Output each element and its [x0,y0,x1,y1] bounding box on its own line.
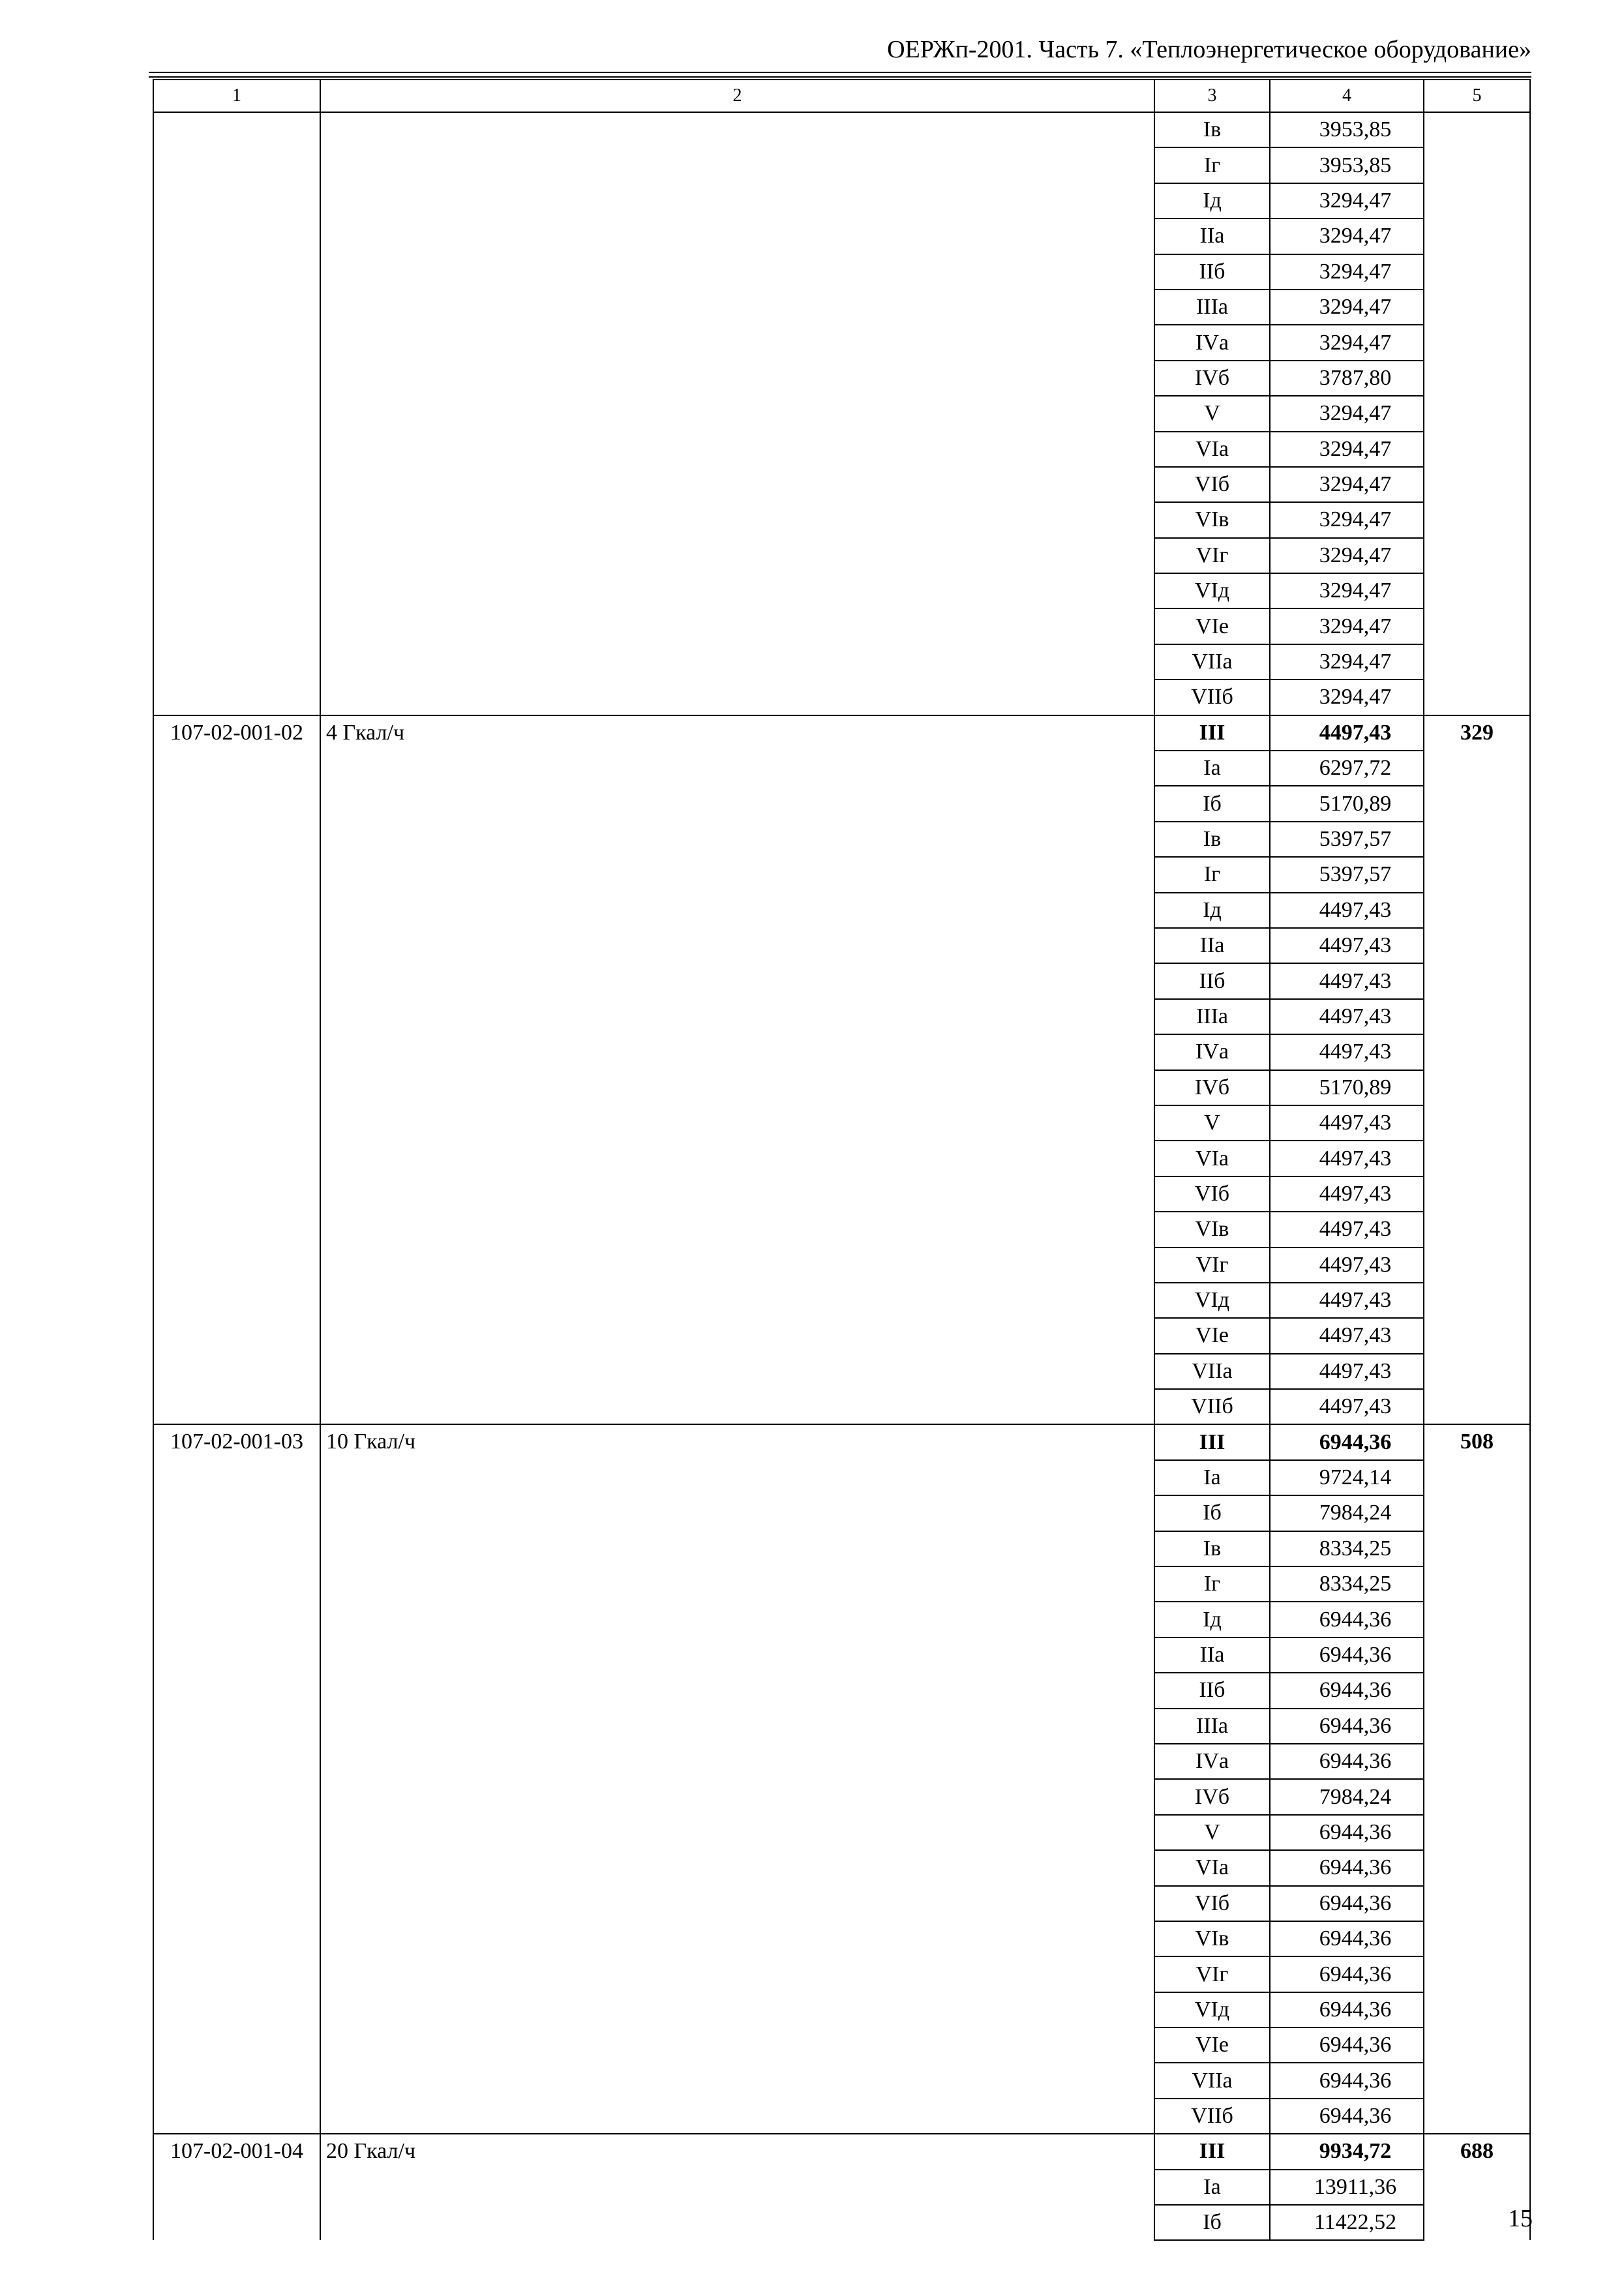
header-rule [149,72,1531,73]
zone-cell: IVа [1154,325,1270,360]
zone-cell: VIIб [1154,2099,1270,2134]
price-cell: 3294,47 [1270,218,1424,254]
zone-cell: VIд [1154,1283,1270,1318]
table-row-group-start [153,715,1530,751]
header-rule-double [149,76,1531,78]
zone-cell: VIIа [1154,2063,1270,2098]
price-cell: 9724,14 [1270,1460,1424,1495]
price-cell: 6944,36 [1270,1850,1424,1885]
price-cell: 6944,36 [1270,2027,1424,2063]
price-cell: 8334,25 [1270,1566,1424,1602]
price-cell: 6944,36 [1270,1886,1424,1921]
price-cell: 11422,52 [1270,2205,1424,2240]
resource-cell [1424,1424,1530,2134]
zone-cell: III [1154,2134,1270,2169]
price-cell: 6944,36 [1270,1638,1424,1673]
zone-cell: VIIб [1154,1389,1270,1424]
price-cell: 6297,72 [1270,751,1424,786]
price-cell: 4497,43 [1270,1141,1424,1176]
zone-cell: IVб [1154,1779,1270,1814]
zone-cell: VIб [1154,1886,1270,1921]
price-cell: 6944,36 [1270,1992,1424,2027]
column-number: 1 [153,80,320,112]
price-cell: 3294,47 [1270,502,1424,537]
price-cell: 3294,47 [1270,290,1424,325]
zone-cell: Iб [1154,2205,1270,2240]
item-code-text: 107-02-001-02 [170,720,303,745]
zone-cell: V [1154,1815,1270,1850]
price-cell: 4497,43 [1270,1176,1424,1212]
zone-cell: VIд [1154,1992,1270,2027]
zone-cell: VIв [1154,1212,1270,1247]
price-table [153,79,1531,2241]
price-cell: 4497,43 [1270,1318,1424,1353]
price-cell: 7984,24 [1270,1495,1424,1531]
price-cell: 8334,25 [1270,1531,1424,1566]
zone-cell: Iа [1154,751,1270,786]
zone-cell: IVа [1154,1034,1270,1070]
resource-cell [1424,715,1530,1425]
zone-cell: VIа [1154,1850,1270,1885]
page-number: 15 [1508,2205,1533,2232]
price-cell: 4497,43 [1270,999,1424,1034]
item-name [320,112,1154,715]
resource-cell-text: 508 [1460,1429,1494,1454]
price-cell: 3294,47 [1270,573,1424,608]
price-cell: 3953,85 [1270,147,1424,183]
price-cell: 3294,47 [1270,183,1424,218]
zone-cell: VIIб [1154,680,1270,715]
zone-cell: VIа [1154,432,1270,467]
resource-cell-text: 329 [1460,720,1494,745]
zone-cell: IVб [1154,1070,1270,1105]
price-cell: 3294,47 [1270,254,1424,290]
price-cell: 3294,47 [1270,608,1424,644]
price-cell: 6944,36 [1270,2099,1424,2134]
column-number: 5 [1424,80,1530,112]
zone-cell: IIб [1154,963,1270,998]
price-cell: 5397,57 [1270,822,1424,857]
zone-cell: Iв [1154,1531,1270,1566]
price-cell: 5397,57 [1270,857,1424,892]
zone-cell: IIIа [1154,999,1270,1034]
column-number-row [153,80,1530,112]
price-cell: 3294,47 [1270,396,1424,431]
zone-cell: VIб [1154,467,1270,502]
price-cell: 3294,47 [1270,325,1424,360]
zone-cell: VIб [1154,1176,1270,1212]
zone-cell: Iб [1154,786,1270,821]
zone-cell: IVа [1154,1744,1270,1779]
zone-cell: Iа [1154,1460,1270,1495]
zone-cell: VIв [1154,502,1270,537]
zone-cell: IVб [1154,361,1270,396]
price-cell: 4497,43 [1270,893,1424,928]
zone-cell: IIа [1154,218,1270,254]
price-cell: 3953,85 [1270,112,1424,147]
zone-cell: Iд [1154,183,1270,218]
column-number: 4 [1270,80,1424,112]
item-code-text: 107-02-001-04 [170,2139,303,2164]
item-name-text: 4 Гкал/ч [326,720,405,745]
price-cell: 3294,47 [1270,467,1424,502]
price-cell: 3294,47 [1270,644,1424,680]
item-code-text: 107-02-001-03 [170,1429,303,1454]
zone-cell: VIе [1154,608,1270,644]
zone-cell: Iа [1154,2170,1270,2205]
price-cell: 6944,36 [1270,1744,1424,1779]
price-cell: 4497,43 [1270,1105,1424,1141]
zone-cell: VIIа [1154,644,1270,680]
zone-cell: VIг [1154,1248,1270,1283]
price-cell: 5170,89 [1270,1070,1424,1105]
item-name [320,2134,1154,2240]
zone-cell: Iг [1154,1566,1270,1602]
price-cell: 4497,43 [1270,1354,1424,1389]
price-cell: 4497,43 [1270,1034,1424,1070]
zone-cell: VIг [1154,538,1270,573]
zone-cell: Iг [1154,147,1270,183]
item-name-text: 10 Гкал/ч [326,1429,416,1454]
price-cell: 3787,80 [1270,361,1424,396]
resource-cell-text: 688 [1460,2139,1494,2164]
price-cell: 4497,43 [1270,1248,1424,1283]
zone-cell: III [1154,1424,1270,1459]
price-cell: 4497,43 [1270,963,1424,998]
zone-cell: IIIа [1154,1709,1270,1744]
price-cell: 6944,36 [1270,1673,1424,1708]
item-code [153,112,320,715]
price-cell: 4497,43 [1270,928,1424,963]
zone-cell: Iг [1154,857,1270,892]
price-cell: 13911,36 [1270,2170,1424,2205]
price-cell: 3294,47 [1270,680,1424,715]
price-cell: 6944,36 [1270,1602,1424,1637]
zone-cell: Iв [1154,112,1270,147]
zone-cell: V [1154,1105,1270,1141]
resource-cell [1424,112,1530,715]
zone-cell: Iд [1154,1602,1270,1637]
column-number: 2 [320,80,1154,112]
zone-cell: IIа [1154,1638,1270,1673]
price-cell: 6944,36 [1270,1921,1424,1956]
price-table-body [153,80,1530,2240]
price-cell: 4497,43 [1270,715,1424,751]
zone-cell: VIе [1154,1318,1270,1353]
zone-cell: VIв [1154,1921,1270,1956]
item-code [153,715,320,1425]
item-name [320,715,1154,1425]
item-name-text: 20 Гкал/ч [326,2139,416,2164]
zone-cell: IIб [1154,254,1270,290]
zone-cell: Iв [1154,822,1270,857]
zone-cell: IIб [1154,1673,1270,1708]
price-cell: 9934,72 [1270,2134,1424,2169]
zone-cell: III [1154,715,1270,751]
item-name [320,1424,1154,2134]
column-number: 3 [1154,80,1270,112]
zone-cell: VIе [1154,2027,1270,2063]
zone-cell: VIг [1154,1956,1270,1992]
zone-cell: IIа [1154,928,1270,963]
price-cell: 3294,47 [1270,432,1424,467]
price-cell: 6944,36 [1270,1956,1424,1992]
zone-cell: Iб [1154,1495,1270,1531]
zone-cell: VIа [1154,1141,1270,1176]
zone-cell: IIIа [1154,290,1270,325]
table-row-group-start [153,1424,1530,1459]
item-code [153,1424,320,2134]
document-header: ОЕРЖп-2001. Часть 7. «Теплоэнергетическое оборудование» [887,36,1531,63]
price-cell: 4497,43 [1270,1212,1424,1247]
item-code [153,2134,320,2240]
price-cell: 6944,36 [1270,1815,1424,1850]
table-row [153,112,1530,147]
zone-cell: VIIа [1154,1354,1270,1389]
price-cell: 3294,47 [1270,538,1424,573]
price-cell: 7984,24 [1270,1779,1424,1814]
price-cell: 5170,89 [1270,786,1424,821]
table-row-group-start [153,2134,1530,2169]
price-cell: 4497,43 [1270,1389,1424,1424]
zone-cell: Iд [1154,893,1270,928]
zone-cell: VIд [1154,573,1270,608]
price-cell: 6944,36 [1270,1709,1424,1744]
price-cell: 6944,36 [1270,2063,1424,2098]
price-cell: 4497,43 [1270,1283,1424,1318]
price-cell: 6944,36 [1270,1424,1424,1459]
zone-cell: V [1154,396,1270,431]
